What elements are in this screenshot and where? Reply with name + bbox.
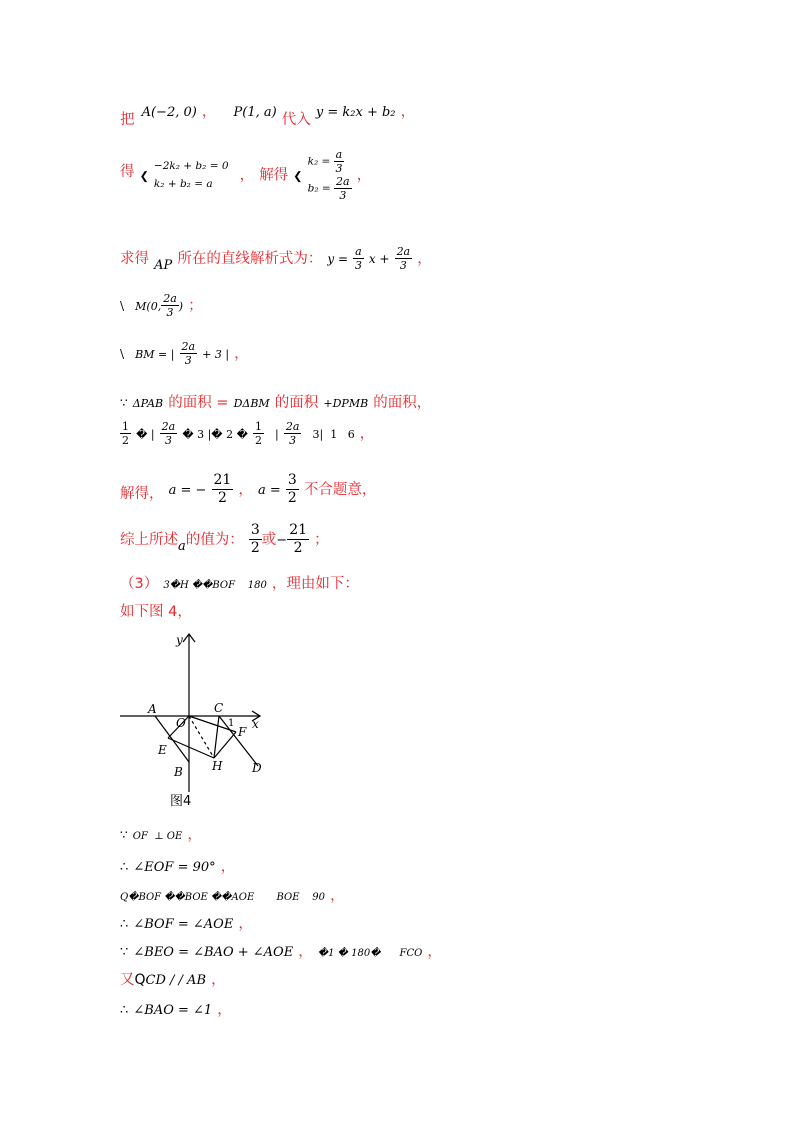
segment-oh [189, 716, 214, 758]
line-11 [120, 600, 192, 621]
denominator: 2 [293, 540, 303, 556]
bm-expr: BM = | [135, 348, 175, 361]
semicolon: ； [314, 532, 329, 548]
line-8 [120, 472, 376, 507]
plus: + [323, 397, 333, 410]
fraction [120, 420, 131, 447]
text-summary: 综上所述 [120, 532, 178, 548]
comma: ， [417, 251, 432, 267]
expr-part: 3| 1 6 [312, 428, 355, 441]
fraction [353, 245, 364, 272]
segment-eh [168, 738, 214, 758]
denominator: 3 [164, 434, 172, 447]
expr-part: | [275, 428, 279, 441]
expr-part: � | [136, 428, 155, 441]
line-equation: y = k₂x + b₂ [315, 105, 396, 120]
comma: ， [220, 859, 236, 875]
line-3 [120, 245, 432, 272]
perp-expr: OF ⊥ OE [132, 831, 183, 842]
angle-sum-expr: Q�BOF ��BOE ��AOE BOE 90 [120, 892, 325, 903]
segment-hf [214, 732, 236, 758]
fraction [249, 522, 262, 557]
comma: ， [238, 482, 253, 498]
b2-label: b₂ = [307, 182, 331, 195]
line-18 [120, 998, 232, 1019]
therefore-symbol: ∴ [120, 1003, 129, 1018]
k2-label: k₂ = [307, 155, 331, 168]
denominator: 3 [339, 189, 347, 202]
label-a: A [148, 702, 157, 716]
text-you: 又 [120, 972, 135, 988]
line-7 [120, 420, 374, 447]
denominator: 2 [122, 434, 129, 447]
text-not-fit: 不合题意， [303, 482, 377, 498]
angle-bof: ∠BOF = ∠AOE [133, 917, 234, 932]
comma: ， [211, 972, 226, 988]
text-area: 的面积 [274, 395, 319, 411]
denominator: 3 [184, 354, 192, 367]
math-a: a [178, 539, 186, 554]
therefore-symbol: ∴ [120, 860, 129, 875]
text-area: 的面积 = [168, 395, 229, 411]
text-or: 或 [261, 532, 277, 548]
line-15 [120, 912, 253, 933]
because-symbol: ∵ [120, 828, 128, 842]
math-x: x + [368, 252, 390, 266]
comma: ， [427, 944, 442, 960]
line-12 [120, 823, 202, 844]
angle-beo: ∠BEO = ∠BAO + ∠AOE [133, 945, 294, 960]
line-9 [120, 522, 329, 557]
numerator: 1 [254, 420, 262, 433]
text-figure-ref: 如下图 4， [120, 604, 192, 620]
fraction [286, 472, 299, 507]
line-4 [120, 292, 203, 319]
numerator: 3 [250, 522, 260, 538]
numerator: a [335, 148, 343, 161]
fraction [161, 292, 179, 319]
comma: ， [217, 1002, 232, 1018]
q-symbol: Q [134, 972, 146, 988]
denominator: 3 [335, 162, 343, 175]
semicolon: ； [188, 298, 203, 314]
comma: ， [330, 888, 345, 904]
left-brace-icon: ❮ [293, 169, 303, 183]
figure-4 [118, 630, 278, 810]
text-jiede: 解得 [259, 167, 289, 184]
text-jiede: 解得， [120, 486, 164, 502]
denominator: 3 [399, 259, 407, 272]
because-symbol: ∵ [120, 945, 129, 960]
fraction [334, 148, 345, 175]
label-o: O [176, 716, 186, 730]
line-5 [120, 340, 249, 367]
fraction [395, 245, 413, 272]
triangle-abm: DΔBM [233, 397, 270, 410]
comma: ， [356, 167, 372, 184]
left-brace-icon: ❮ [139, 169, 149, 183]
line-17 [120, 968, 226, 989]
segment-ap: AP [154, 258, 173, 273]
triangle-pmb: DPMB [332, 397, 369, 410]
figure-caption: 图4 [170, 794, 192, 809]
label-f: F [238, 725, 247, 739]
text-de: 得 [120, 163, 135, 180]
label-1: 1 [228, 718, 235, 729]
point-m: M(0, [135, 300, 162, 313]
fraction [287, 522, 309, 557]
line-2 [120, 148, 371, 202]
math-a: a = − [168, 483, 207, 498]
therefore-symbol: ∴ [120, 917, 129, 932]
angle-1-expr: �1 � 180� FCO [317, 948, 423, 959]
comma: ， [400, 104, 416, 120]
text-area: 的面积， [373, 395, 432, 411]
bm-rest: + 3 | [202, 348, 230, 361]
comma: ， [239, 167, 255, 184]
triangle-pab: ΔPAB [132, 397, 164, 410]
fraction [334, 175, 352, 202]
denominator: 2 [254, 434, 262, 447]
equation-system [154, 157, 229, 193]
math-a: a = [258, 483, 281, 498]
comma: ， [298, 944, 313, 960]
fraction [180, 340, 198, 367]
fraction [212, 472, 234, 507]
comma: ， [201, 104, 217, 120]
numerator: 2a [181, 340, 196, 353]
paren: ) [178, 300, 184, 313]
label-b: B [174, 765, 183, 779]
text-suozai: 所在的直线解析式为： [177, 251, 323, 267]
numerator: 2a [285, 420, 300, 433]
denominator: 3 [289, 434, 297, 447]
fraction [253, 420, 264, 447]
line-14 [120, 884, 345, 905]
angle-bao: ∠BAO = ∠1 [133, 1003, 213, 1018]
numerator: 1 [122, 420, 129, 433]
point-a: A(−2, 0) [141, 105, 197, 120]
minus: − [276, 533, 288, 548]
numerator: 2a [163, 292, 177, 305]
backslash: \ [120, 299, 125, 313]
angle-expr: 3�H ��BOF 180 [163, 580, 267, 591]
backslash: \ [120, 347, 125, 361]
text-dairu: 代入 [281, 112, 311, 128]
numerator: 2a [336, 175, 350, 188]
comma: ， [238, 916, 253, 932]
comma: ， [234, 346, 249, 362]
fraction [160, 420, 178, 447]
comma: ， [187, 827, 202, 843]
label-e: E [158, 743, 167, 757]
system-eq-1: −2k₂ + b₂ = 0 [153, 160, 229, 172]
line-10 [120, 572, 359, 593]
label-y: y [176, 633, 183, 647]
numerator: 3 [287, 472, 297, 488]
label-d: D [252, 761, 262, 775]
line-16 [120, 940, 442, 961]
math-y: y = [327, 252, 349, 266]
denominator: 3 [166, 306, 174, 319]
part-number: （3） [120, 576, 159, 592]
numerator: 2a [396, 245, 411, 258]
text-reason: ，理由如下： [271, 576, 359, 592]
text-value: 的值为： [185, 532, 244, 548]
denominator: 2 [287, 490, 297, 506]
numerator: a [355, 245, 362, 258]
line-13 [120, 855, 235, 876]
solution-system [308, 148, 352, 202]
numerator: 21 [289, 522, 308, 538]
numerator: 2a [161, 420, 176, 433]
text-ba: 把 [120, 112, 135, 128]
segment-hc [214, 716, 219, 758]
because-symbol: ∵ [120, 396, 128, 410]
label-h: H [212, 759, 223, 773]
fraction [284, 420, 302, 447]
denominator: 2 [250, 540, 260, 556]
system-eq-2: k₂ + b₂ = a [153, 178, 213, 190]
label-x: x [252, 717, 259, 731]
expr-part: � 3 |� 2 � [182, 428, 248, 441]
parallel-expr: CD / / AB [145, 973, 206, 988]
denominator: 2 [217, 490, 227, 506]
point-p: P(1, a) [233, 105, 277, 120]
comma: ， [359, 426, 375, 442]
denominator: 3 [354, 259, 362, 272]
line-6 [120, 391, 431, 412]
label-c: C [214, 701, 224, 715]
angle-eof: ∠EOF = 90° [133, 860, 216, 875]
text-qiude: 求得 [120, 251, 149, 267]
numerator: 21 [213, 472, 232, 488]
line-1 [120, 100, 416, 128]
